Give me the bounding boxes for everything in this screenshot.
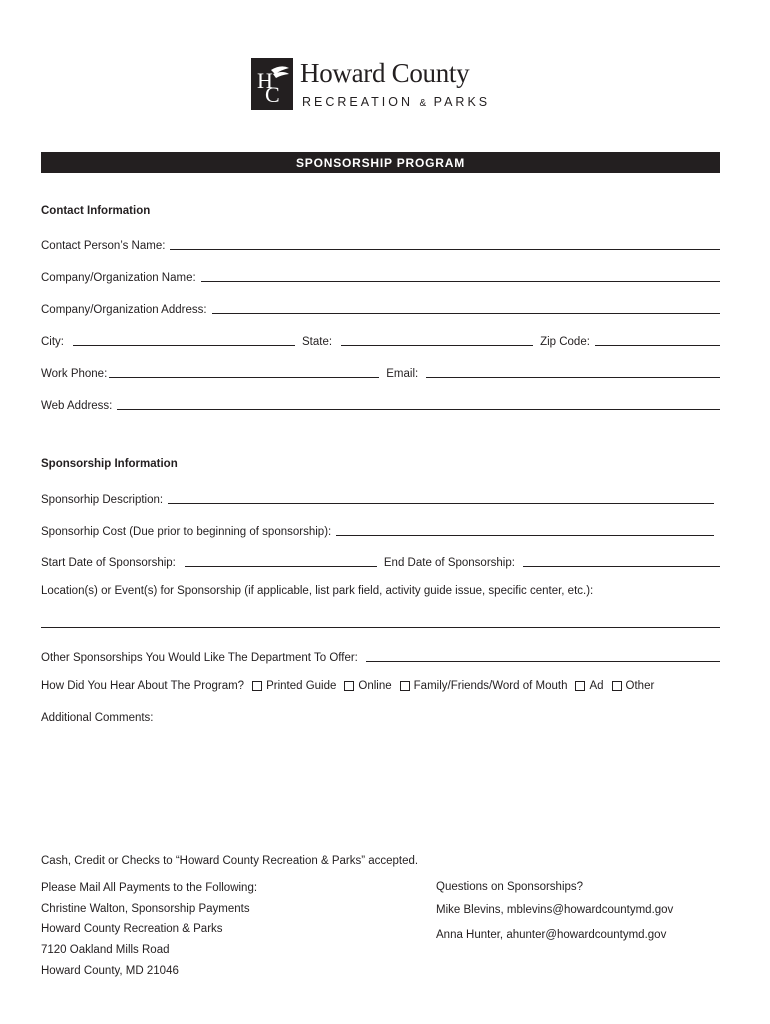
company-name-row [41,268,720,284]
mail-heading: Please Mail All Payments to the Following: [41,882,258,894]
page-title-banner: SPONSORSHIP PROGRAM [41,152,720,173]
sponsorship-description-label: Sponsorhip Description: [41,494,164,506]
end-date-field[interactable] [523,555,720,567]
other-label: Other [625,680,655,692]
logo-subtitle-right: PARKS [433,95,491,109]
work-phone-field[interactable] [109,366,379,378]
other-sponsorships-field[interactable] [366,650,720,662]
start-date-label: Start Date of Sponsorship: [41,557,176,569]
logo-title: Howard County [300,58,470,88]
web-address-row [41,396,720,412]
logo-emblem [251,58,293,110]
end-date-label: End Date of Sponsorship: [383,557,515,569]
contact-heading: Contact Information [41,205,151,217]
sponsorship-cost-field[interactable] [336,524,714,536]
sponsorship-description-field[interactable] [168,492,714,504]
online-label: Online [358,680,392,692]
state-label: State: [302,336,333,348]
email-field[interactable] [426,366,720,378]
questions-heading: Questions on Sponsorships? [436,881,584,893]
location-field[interactable] [41,627,720,628]
family-friends-checkbox[interactable] [400,681,410,691]
mail-line: Howard County, MD 21046 [41,965,179,977]
state-field[interactable] [341,334,533,346]
contact-name-field[interactable] [170,238,720,250]
hear-about-label: How Did You Hear About The Program? [41,680,245,692]
city-state-zip-row [41,332,720,348]
start-date-field[interactable] [185,555,377,567]
sponsorship-cost-row [41,522,714,538]
payment-accepted-text: Cash, Credit or Checks to “Howard County Recreation & Parks” accepted. [41,855,419,867]
company-address-field[interactable] [212,302,720,314]
city-label: City: [41,336,64,348]
ad-checkbox[interactable] [575,681,585,691]
logo-subtitle-left: RECREATION [302,95,414,109]
city-field[interactable] [73,334,295,346]
family-friends-label: Family/Friends/Word of Mouth [413,680,568,692]
ad-label: Ad [589,680,604,692]
zip-label: Zip Code: [540,336,590,348]
sponsorship-description-row [41,490,714,506]
other-sponsorships-row [41,648,720,664]
email-label: Email: [386,368,419,380]
other-sponsorships-label: Other Sponsorships You Would Like The Department To Offer: [41,652,358,664]
zip-field[interactable] [595,334,720,346]
company-name-field[interactable] [201,270,720,282]
logo-subtitle [302,95,490,109]
work-phone-label: Work Phone: [41,368,108,380]
company-name-label: Company/Organization Name: [41,272,196,284]
svg-text:C: C [265,82,280,107]
other-checkbox[interactable] [612,681,622,691]
mail-line: Christine Walton, Sponsorship Payments [41,903,250,915]
sponsorship-dates-row [41,553,720,569]
phone-email-row [41,364,720,380]
web-address-field[interactable] [117,398,720,410]
online-checkbox[interactable] [344,681,354,691]
printed-guide-label: Printed Guide [266,680,337,692]
hear-about-row [41,680,654,692]
sponsorship-cost-label: Sponsorhip Cost (Due prior to beginning of sponsorship): [41,526,332,538]
location-label: Location(s) or Event(s) for Sponsorship (if applicable, list park field, activity guide issue, specific center, etc.): [41,585,594,597]
additional-comments-label: Additional Comments: [41,712,154,724]
company-address-row [41,300,720,316]
mail-line: 7120 Oakland Mills Road [41,944,170,956]
svg-text:H: H [257,68,273,93]
hc-monogram-icon [251,58,293,110]
web-address-label: Web Address: [41,400,113,412]
contact-person: Mike Blevins, mblevins@howardcountymd.gov [436,904,674,916]
company-address-label: Company/Organization Address: [41,304,207,316]
sponsorship-heading: Sponsorship Information [41,458,178,470]
contact-name-row [41,236,720,252]
contact-person: Anna Hunter, ahunter@howardcountymd.gov [436,929,667,941]
logo-subtitle-amp: & [419,98,428,109]
printed-guide-checkbox[interactable] [252,681,262,691]
contact-name-label: Contact Person’s Name: [41,240,166,252]
mail-line: Howard County Recreation & Parks [41,923,223,935]
